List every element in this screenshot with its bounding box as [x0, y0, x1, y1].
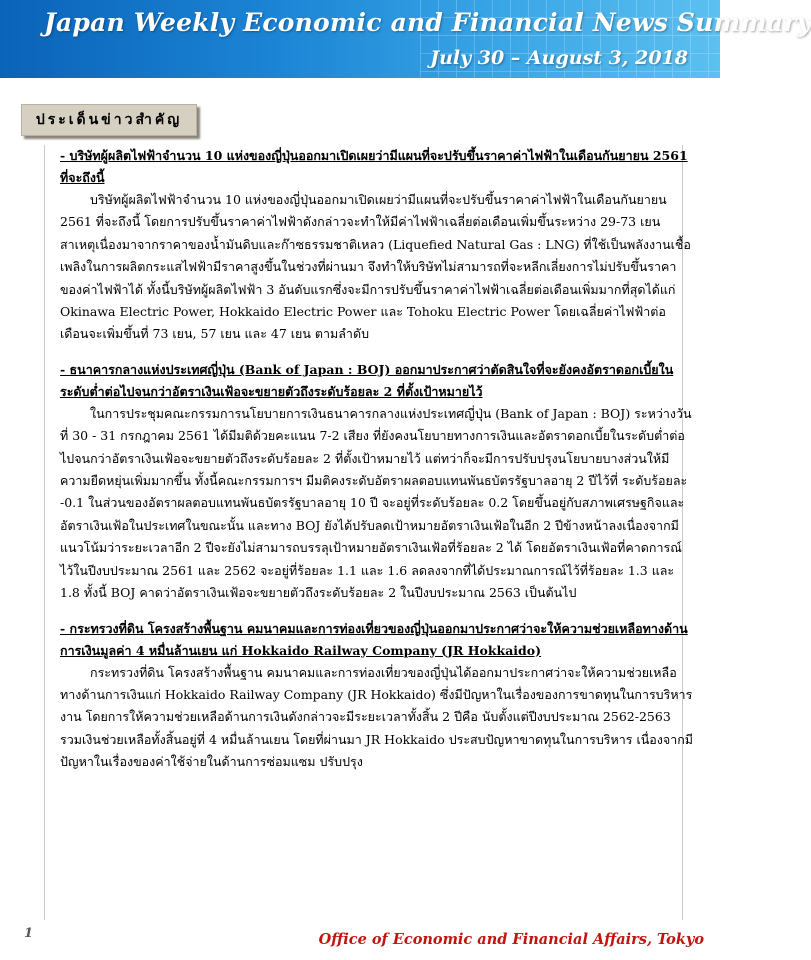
news-item — [60, 359, 694, 605]
page-number: 1 — [24, 926, 34, 941]
news-body: บริษัทผู้ผลิตไฟฟ้าจำนวน 10 แห่งของญี่ปุ่นออกมาเปิดเผยว่ามีแผนที่จะปรับขึ้นราคาค่าไฟฟ้าในเดือนกันยายน 2561 ที่จะถึงนี้ โดยการปรับขึ้นราคาค่าไฟฟ้าดังกล่าวจะทำให้มีค่าไฟฟ้าเฉลี่ยต่อเดือนเพิ่มขึ้นระหว่าง 29-73 เยน สาเหตุเนื่องมาจากราคาของน้ำมันดิบและก๊าซธรรมชาติเหลว (Liquefied Natural Gas : LNG) ที่ใช้เป็นพลังงานเชื้อเพลิงในการผลิตกระแสไฟฟ้ามีราคาสูงขึ้นในช่วงที่ผ่านมา จึงทำให้บริษัทไม่สามารถที่จะหลีกเลี่ยงการไม่ปรับขึ้นราคาของค่าไฟฟ้าได้ ทั้งนี้บริษัทผู้ผลิตไฟฟ้า 3 อันดับแรกซึ่งจะมีการปรับขึ้นราคาค่าไฟฟ้าเฉลี่ยต่อเดือนเพิ่มมากที่สุดได้แก่ Okinawa Electric Power, Hokkaido Electric Power และ Tohoku Electric Power โดยเฉลี่ยค่าไฟฟ้าต่อเดือนจะเพิ่มขึ้นที่ 73 เยน, 57 เยน และ 47 เยน ตามลำดับ — [60, 192, 691, 342]
news-content — [0, 145, 720, 920]
newsletter-title: Japan Weekly Economic and Financial News Summary — [44, 8, 811, 37]
news-headline: - ธนาคารกลางแห่งประเทศญี่ปุ่น (Bank of Japan : BOJ) ออกมาประกาศว่าตัดสินใจที่จะยังคงอัตราดอกเบี้ยในระดับต่ำต่อไปจนกว่าอัตราเงินเฟ้อจะขยายตัวถึงระดับร้อยละ 2 ที่ตั้งเป้าหมายไว้ — [60, 361, 674, 399]
news-headline: - กระทรวงที่ดิน โครงสร้างพื้นฐาน คมนาคมและการท่องเที่ยวของญี่ปุ่นออกมาประกาศว่าจะให้ความช่วยเหลือทางด้านการเงินมูลค่า 4 หมื่นล้านเยน แก่ Hokkaido Railway Company (JR Hokkaido) — [60, 620, 688, 658]
section-label: ประเด็นข่าวสำคัญ — [21, 104, 197, 136]
office-name: Office of Economic and Financial Affairs, Tokyo — [318, 931, 704, 948]
news-item — [60, 145, 694, 346]
news-headline: - บริษัทผู้ผลิตไฟฟ้าจำนวน 10 แห่งของญี่ปุ่นออกมาเปิดเผยว่ามีแผนที่จะปรับขึ้นราคาค่าไฟฟ้าในเดือนกันยายน 2561 ที่จะถึงนี้ — [60, 148, 688, 185]
news-body: กระทรวงที่ดิน โครงสร้างพื้นฐาน คมนาคมและการท่องเที่ยวของญี่ปุ่นได้ออกมาประกาศว่าจะให้ความช่วยเหลือทางด้านการเงินแก่ Hokkaido Railway Company (JR Hokkaido) ซึ่งมีปัญหาในเรื่องของการขาดทุนในการบริหารงาน โดยการให้ความช่วยเหลือด้านการเงินดังกล่าวจะมีระยะเวลาทั้งสิ้น 2 ปีคือ นับตั้งแต่ปีงบประมาณ 2562-2563 รวมเงินช่วยเหลือทั้งสิ้นอยู่ที่ 4 หมื่นล้านเยน โดยที่ผ่านมา JR Hokkaido ประสบปัญหาขาดทุนในการบริหาร เนื่องจากมีปัญหาในเรื่องของค่าใช้จ่ายในด้านการซ่อมแซม ปรับปรุง — [60, 664, 694, 770]
news-body: ในการประชุมคณะกรรมการนโยบายการเงินธนาคารกลางแห่งประเทศญี่ปุ่น (Bank of Japan : BOJ) ระหว่างวันที่ 30 - 31 กรกฎาคม 2561 ได้มีมติด้วยคะแนน 7-2 เสียง ที่ยังคงนโยบายทางการเงินและอัตราดอกเบี้ยในระดับต่ำต่อไปจนกว่าอัตราเงินเฟ้อจะขยายตัวถึงระดับร้อยละ 2 ที่ตั้งเป้าหมายไว้ แต่ทว่าก็จะมีการปรับปรุงนโยบายบางส่วนให้มีความยืดหยุ่นเพิ่มมากขึ้น ทั้งนี้คณะกรรมการฯ มีมติคงระดับอัตราผลตอบแทนพันธบัตรรัฐบาลอายุ 2 ปีไว้ที่ ระดับร้อยละ -0.1 ในส่วนของอัตราผลตอบแทนพันธบัตรรัฐบาลอายุ 10 ปี จะอยู่ที่ระดับร้อยละ 0.2 โดยขึ้นอยู่กับสภาพเศรษฐกิจและอัตราเงินเฟ้อในประเทศในขณะนั้น และทาง BOJ ยังได้ปรับลดเป้าหมายอัตราเงินเฟ้อในอีก 2 ปีข้างหน้าลงเนื่องจากมีแนวโน้มว่าระยะเวลาอีก 2 ปีจะยังไม่สามารถบรรลุเป้าหมายอัตราเงินเฟ้อที่ร้อยละ 2 ได้ โดยอัตราเงินเฟ้อที่คาดการณ์ไว้ในปีงบประมาณ 2561 และ 2562 จะอยู่ที่ร้อยละ 1.1 และ 1.6 ลดลงจากที่ได้ประมาณการณ์ไว้ที่ร้อยละ 1.3 และ 1.8 ทั้งนี้ BOJ คาดว่าอัตราเงินเฟ้อจะขยายตัวถึงระดับร้อยละ 2 ในปีงบประมาณ 2563 เป็นต้นไป — [60, 405, 692, 601]
news-item — [60, 618, 694, 774]
header-banner — [0, 0, 811, 78]
issue-date-range: July 30 – August 3, 2018 — [430, 47, 688, 69]
